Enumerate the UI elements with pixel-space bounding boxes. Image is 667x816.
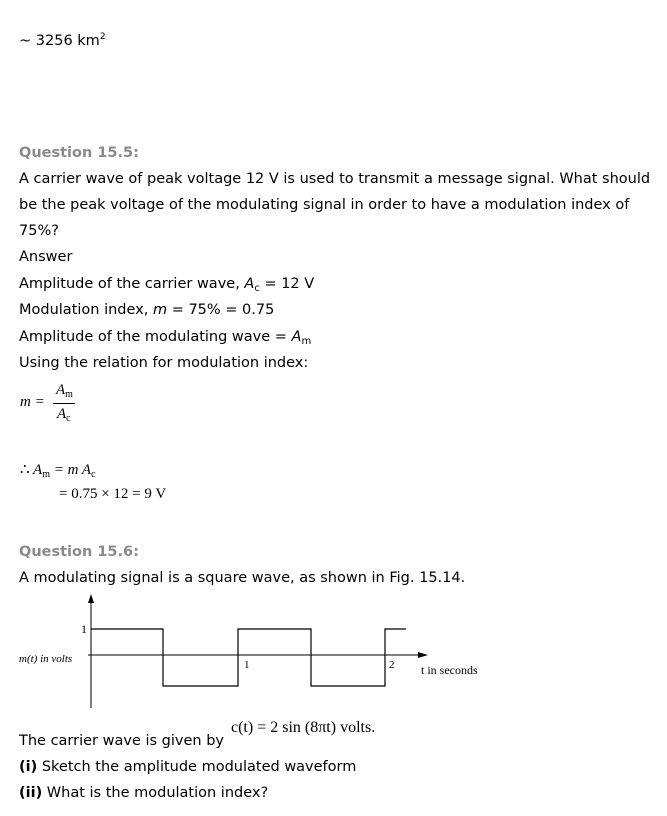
x-tick-label-2: 2	[389, 659, 395, 671]
question-15-5-heading: Question 15.5:	[19, 145, 139, 161]
y-tick-label: 1	[81, 622, 87, 636]
x-tick-label-1: 1	[244, 659, 250, 671]
part-ii-label: (ii)	[19, 785, 43, 801]
mod-amp-sub: m	[301, 336, 312, 347]
eq1-numerator	[56, 382, 73, 400]
eq1-denominator	[57, 406, 71, 424]
eq2-rhs-sub: c	[91, 469, 96, 480]
modulating-amplitude-line	[19, 328, 311, 351]
area-result	[19, 28, 106, 50]
mod-index-value: = 75% = 0.75	[167, 302, 275, 318]
y-axis-arrow-icon	[88, 594, 94, 603]
carrier-amplitude-line	[19, 275, 314, 298]
carrier-amp-value: = 12 V	[259, 276, 315, 292]
q156-text: A modulating signal is a square wave, as shown in Fig. 15.14.	[19, 570, 466, 586]
mod-index-prefix: Modulation index,	[19, 302, 153, 318]
y-axis-label: m(t) in volts	[19, 653, 73, 665]
area-exponent: 2	[99, 32, 106, 42]
carrier-amp-prefix: Amplitude of the carrier wave,	[19, 276, 245, 292]
question-15-6-heading: Question 15.6:	[19, 544, 139, 560]
answer-label: Answer	[19, 249, 73, 265]
x-axis-arrow-icon	[418, 652, 428, 658]
modulation-index-line	[19, 301, 274, 319]
eq1-num-sub: m	[65, 389, 73, 400]
square-wave-figure	[0, 592, 667, 722]
mod-amp-prefix: Amplitude of the modulating wave =	[19, 329, 292, 345]
carrier-amp-sub: c	[254, 283, 260, 294]
area-value: 3256 km	[35, 33, 100, 49]
part-i-text: Sketch the amplitude modulated waveform	[37, 759, 357, 775]
part-ii	[19, 784, 268, 802]
q155-text-line1: A carrier wave of peak voltage 12 V is used to transmit a message signal. What should	[19, 171, 651, 187]
eq1-num-sym: A	[56, 382, 66, 398]
approx-symbol: ~	[19, 33, 32, 49]
carrier-amp-symbol: A	[244, 276, 255, 292]
eq1-lhs: m =	[20, 394, 45, 410]
mod-index-symbol: m	[152, 302, 168, 318]
eq2-lhs-sym: A	[33, 462, 43, 478]
eq3: = 0.75 × 12 = 9 V	[59, 486, 167, 502]
q155-text-line2: be the peak voltage of the modulating signal in order to have a modulation index of	[19, 197, 630, 213]
eq1-den-sub: c	[66, 413, 71, 424]
x-axis-label: t in seconds	[421, 663, 478, 677]
eq2-rhs: = m A	[53, 462, 92, 478]
therefore-symbol: ∴	[20, 462, 30, 478]
relation-text: Using the relation for modulation index:	[19, 355, 309, 371]
q155-text-line3: 75%?	[19, 223, 59, 239]
square-wave-trace	[91, 629, 406, 686]
carrier-wave-equation: c(t) = 2 sin (8πt) volts.	[231, 719, 376, 736]
part-ii-text: What is the modulation index?	[42, 785, 269, 801]
eq2-lhs-sub: m	[42, 469, 50, 480]
carrier-wave-text: The carrier wave is given by	[19, 733, 224, 749]
mod-amp-symbol: A	[291, 329, 302, 345]
eq1-den-sym: A	[57, 406, 67, 422]
part-i	[19, 758, 356, 776]
eq1-fraction-bar	[53, 403, 75, 404]
eq2	[20, 460, 96, 480]
part-i-label: (i)	[19, 759, 38, 775]
